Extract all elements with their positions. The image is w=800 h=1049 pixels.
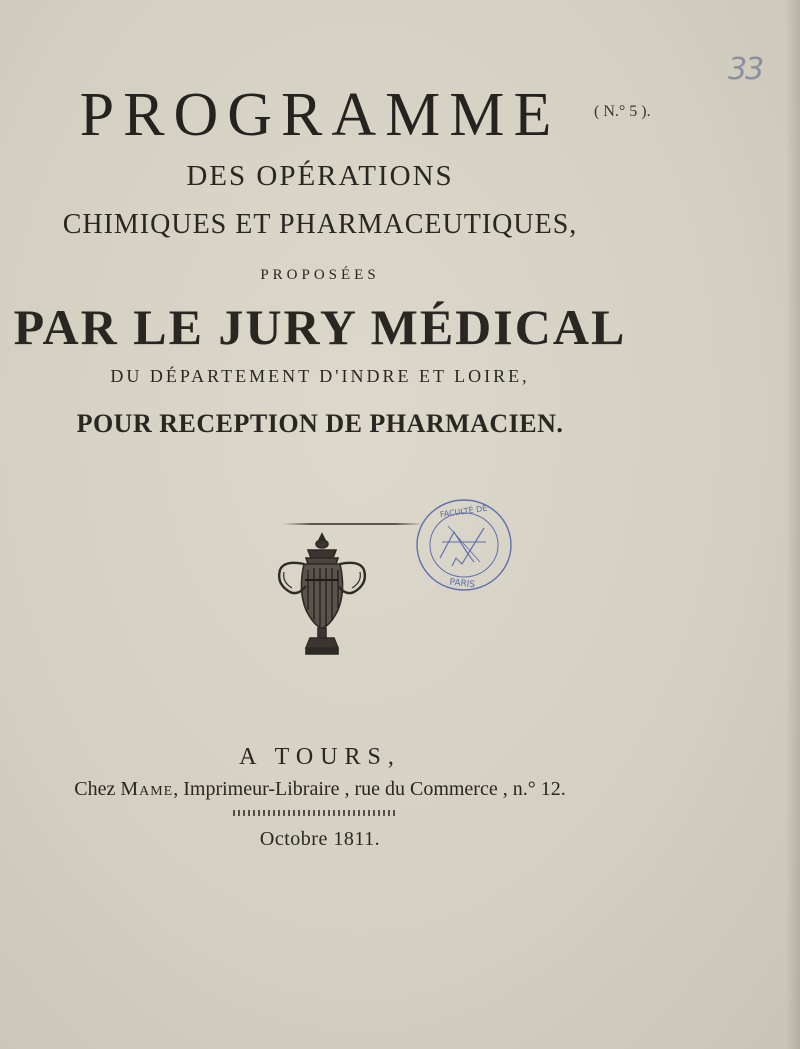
subtitle-line-1: DES OPÉRATIONS <box>186 160 454 192</box>
page-edge-shadow <box>786 0 800 1049</box>
printer-name: Mame <box>120 778 174 800</box>
imprint-date: Octobre 1811. <box>259 828 381 850</box>
subtitle-line-6: POUR RECEPTION DE PHARMACIEN. <box>76 409 564 438</box>
folio-mark: 33 <box>728 52 763 87</box>
page-title: PROGRAMME <box>79 81 561 149</box>
subtitle-line-3: PROPOSÉES <box>260 267 380 283</box>
subtitle-line-5: DU DÉPARTEMENT D'INDRE ET LOIRE, <box>110 366 530 386</box>
printer-suffix: , Imprimeur-Libraire , rue du Commerce , n.° 12. <box>173 778 566 800</box>
subtitle-line-2: CHIMIQUES ET PHARMACEUTIQUES, <box>62 209 578 240</box>
imprint-printer <box>0 778 640 801</box>
horizontal-rule <box>283 523 423 525</box>
number-label: ( N.° 5 ). <box>594 103 651 120</box>
printer-prefix: Chez <box>74 778 116 800</box>
svg-text:PARIS: PARIS <box>448 577 476 591</box>
svg-text:FACULTÉ DE: FACULTÉ DE <box>439 503 488 520</box>
library-stamp-icon <box>412 496 516 596</box>
imprint-city: A TOURS, <box>239 744 401 770</box>
subtitle-line-4: PAR LE JURY MÉDICAL <box>13 299 627 355</box>
ornamental-rule <box>233 810 397 816</box>
vase-ornament-icon <box>272 530 372 662</box>
